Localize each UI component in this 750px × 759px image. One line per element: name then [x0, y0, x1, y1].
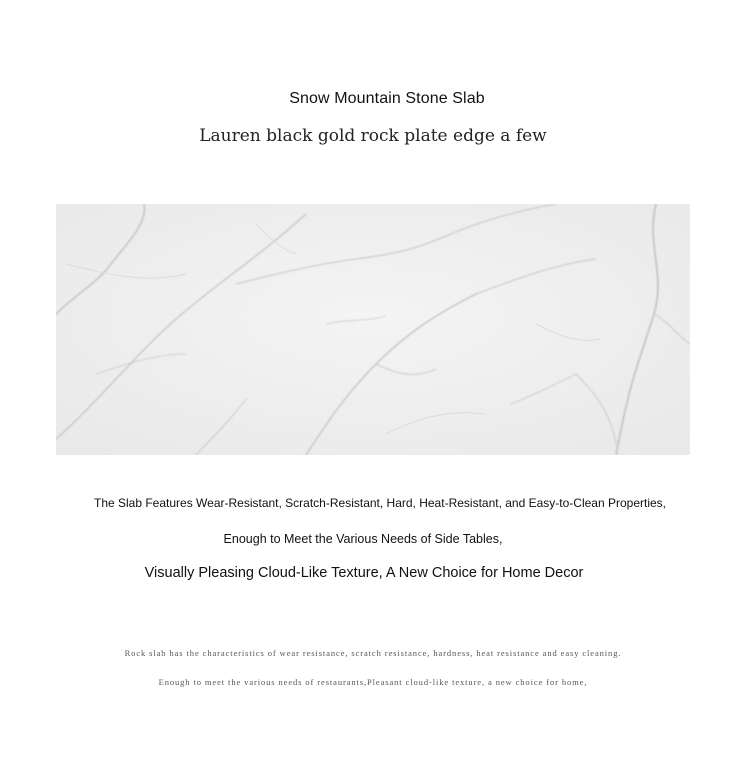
feature-line-2: Enough to Meet the Various Needs of Side Tables, — [223, 532, 503, 546]
feature-line-3: Visually Pleasing Cloud-Like Texture, A New Choice for Home Decor — [144, 565, 584, 581]
marble-slab-image — [56, 204, 690, 455]
page-subtitle: Lauren black gold rock plate edge a few — [199, 126, 547, 146]
marble-texture — [56, 204, 690, 455]
english-note-2: Enough to meet the various needs of restaurants,Pleasant cloud-like texture, a new choice for home, — [158, 677, 588, 687]
page-title: Snow Mountain Stone Slab — [289, 90, 485, 107]
feature-line-1: The Slab Features Wear-Resistant, Scratch-Resistant, Hard, Heat-Resistant, and Easy-to-Clean Properties, — [93, 496, 666, 510]
english-note-1: Rock slab has the characteristics of wear resistance, scratch resistance, hardness, heat resistance and easy cleaning. — [124, 648, 622, 658]
